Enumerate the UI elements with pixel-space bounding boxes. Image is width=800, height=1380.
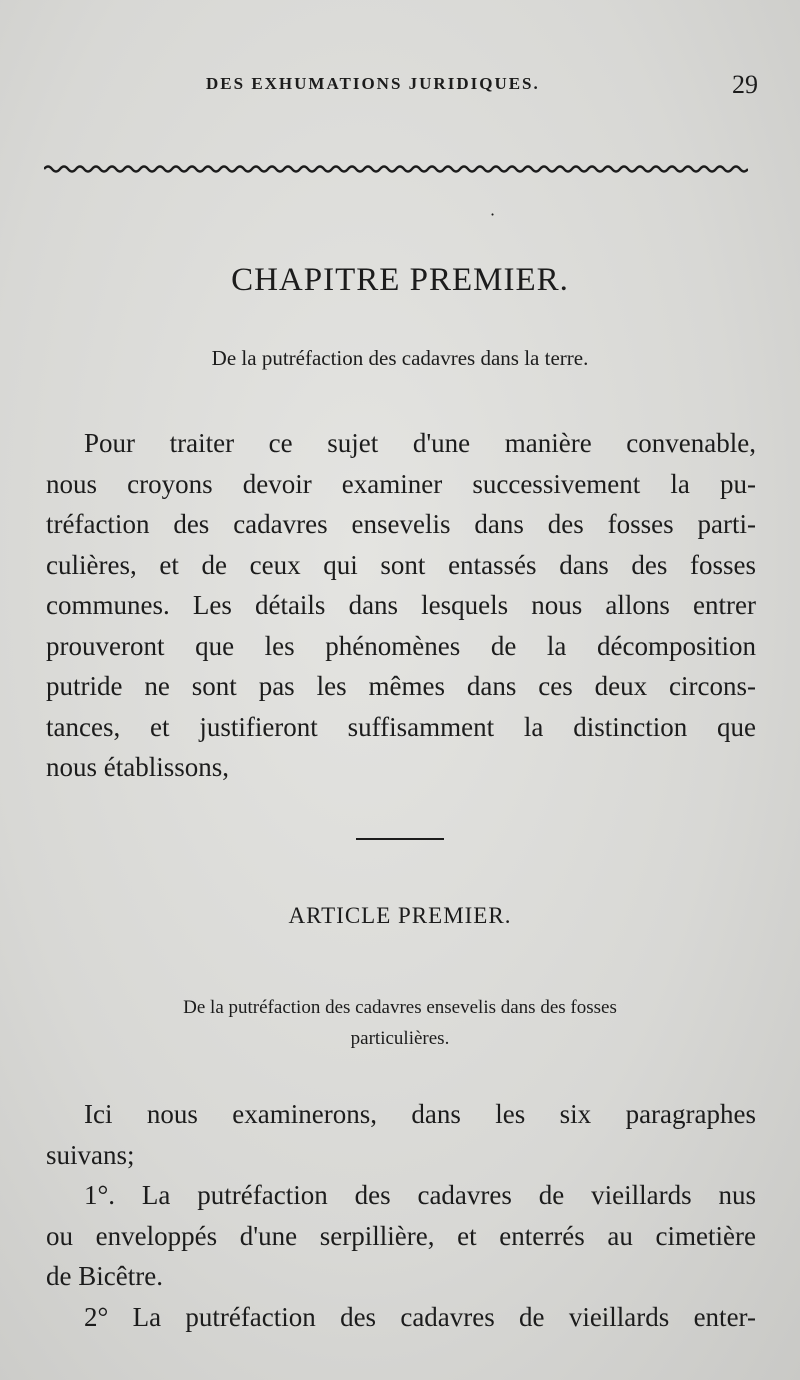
chapter-subtitle: De la putréfaction des cadavres dans la terre. (211, 346, 589, 370)
paragraph-line: communes. Les détails dans lesquels nous allons entrer (46, 590, 756, 620)
paragraph-line: culières, et de ceux qui sont entassés dans des fosses (46, 549, 756, 580)
paragraph-line: tances, et justifieront suffisamment la distinction que (46, 711, 756, 742)
article-subtitle-line: particulières. (350, 1028, 450, 1049)
page-number: 29 (732, 70, 758, 99)
article-title: ARTICLE PREMIER. (288, 903, 512, 928)
paragraph-line: de Bicêtre. (46, 1261, 163, 1291)
article-subtitle (60, 992, 740, 1054)
paragraph-line: tréfaction des cadavres ensevelis dans des fosses parti- (46, 509, 756, 539)
section-divider-rule (356, 838, 444, 840)
body-paragraph (46, 1094, 756, 1337)
chapter-ornament-dot: · (490, 205, 496, 224)
paragraph-line: nous croyons devoir examiner successivement la pu- (46, 468, 756, 499)
paragraph-line: prouveront que les phénomènes de la décomposition (46, 630, 756, 661)
paragraph-line: putride ne sont pas les mêmes dans ces deux circons- (46, 671, 756, 701)
article-subtitle-line: De la putréfaction des cadavres ensevelis dans des fosses (183, 997, 617, 1018)
page-header (48, 70, 758, 104)
paragraph-line: ou enveloppés d'une serpillière, et enterrés au cimetière (46, 1220, 756, 1251)
intro-paragraph (46, 423, 756, 788)
decorative-wavy-rule (44, 162, 748, 176)
paragraph-line: Ici nous examinerons, dans les six paragraphes (84, 1099, 756, 1129)
paragraph-line: nous établissons, (46, 752, 230, 782)
paragraph-line: suivans; (46, 1139, 135, 1170)
paragraph-line: 2° La putréfaction des cadavres de vieillards enter- (84, 1301, 756, 1332)
running-title: DES EXHUMATIONS JURIDIQUES. (206, 74, 540, 93)
paragraph-line: 1°. La putréfaction des cadavres de vieillards nus (84, 1180, 756, 1210)
paragraph-line: Pour traiter ce sujet d'une manière convenable, (84, 428, 756, 458)
chapter-title: CHAPITRE PREMIER. (231, 262, 569, 298)
